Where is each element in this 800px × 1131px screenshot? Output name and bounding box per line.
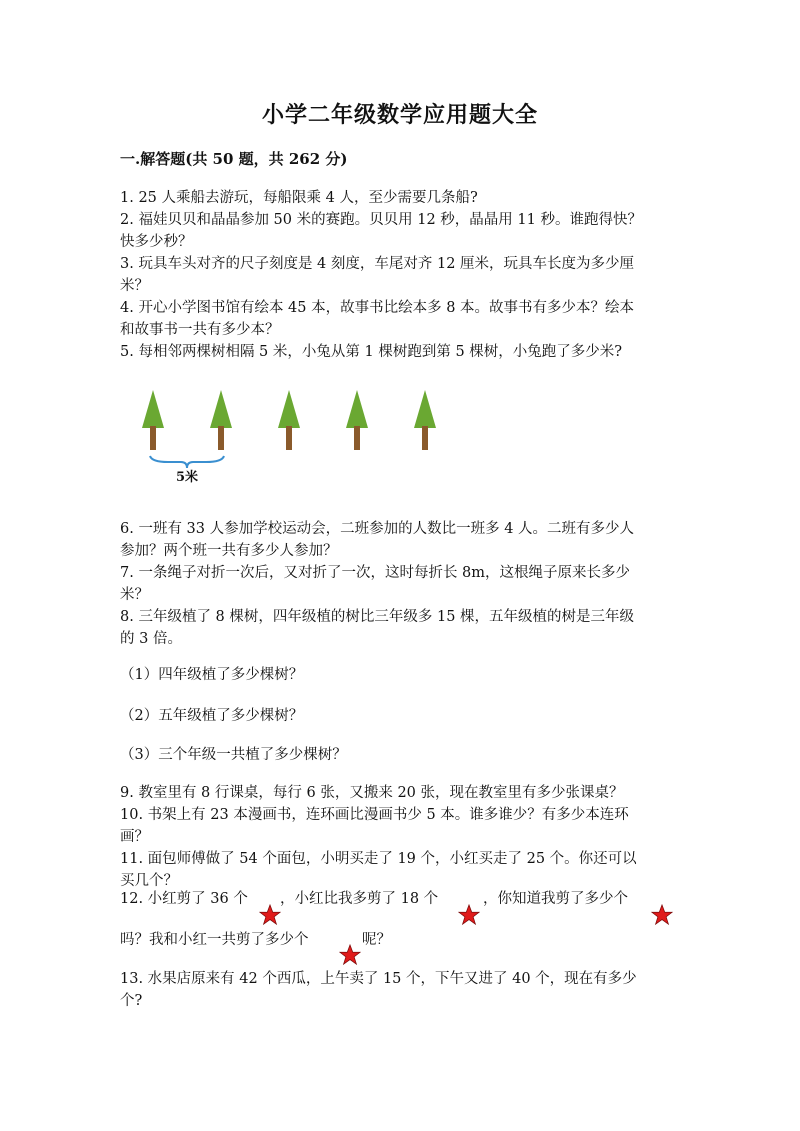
trees-illustration [138, 386, 458, 486]
question-line: 画？ [120, 829, 149, 845]
question-line: 的 3 倍。 [120, 631, 182, 647]
question-line: 3. 玩具车头对齐的尺子刻度是 4 刻度，车尾对齐 12 厘米，玩具车长度为多少厘 [120, 256, 635, 272]
question-line: 个? [120, 993, 143, 1009]
star-icon [651, 904, 673, 926]
section-heading: 一.解答题(共 50 题，共 262 分) [120, 150, 348, 168]
sub-question: （2）五年级植了多少棵树？ [120, 708, 304, 724]
question-line: 13. 水果店原来有 42 个西瓜，上午卖了 15 个，下午又进了 40 个，现在有多少 [120, 971, 637, 987]
question-line: 1. 25 人乘船去游玩，每船限乘 4 人，至少需要几条船? [120, 190, 478, 206]
q12-part: ，小红比我多剪了 18 个 [280, 891, 439, 907]
question-line: 和故事书一共有多少本？ [120, 322, 280, 338]
star-icon [339, 944, 361, 966]
q12-part: 吗？我和小红一共剪了多少个 [120, 932, 309, 948]
q12-part: 12. 小红剪了 36 个 [120, 891, 248, 907]
tree-icon [346, 390, 368, 450]
tree-icon [142, 390, 164, 450]
distance-label: 5米 [176, 470, 199, 485]
question-line: 6. 一班有 33 人参加学校运动会，二班参加的人数比一班多 4 人。二班有多少人 [120, 521, 635, 537]
question-line: 参加？两个班一共有多少人参加？ [120, 543, 338, 559]
question-line: 11. 面包师傅做了 54 个面包，小明买走了 19 个，小红买走了 25 个。你还可以 [120, 851, 637, 867]
question-line: 7. 一条绳子对折一次后，又对折了一次，这时每折长 8m，这根绳子原来长多少 [120, 565, 631, 581]
page-title: 小学二年级数学应用题大全 [261, 102, 538, 128]
star-icon [458, 904, 480, 926]
sub-question: （3）三个年级一共植了多少棵树？ [120, 747, 347, 763]
question-line: 快多少秒？ [120, 234, 193, 250]
question-line: 10. 书架上有 23 本漫画书，连环画比漫画书少 5 本。谁多谁少？有多少本连环 [120, 807, 629, 823]
tree-icon [210, 390, 232, 450]
question-line: 2. 福娃贝贝和晶晶参加 50 米的赛跑。贝贝用 12 秒，晶晶用 11 秒。谁跑得快？ [120, 212, 642, 228]
question-line: 4. 开心小学图书馆有绘本 45 本，故事书比绘本多 8 本。故事书有多少本？绘本 [120, 300, 635, 316]
q12-part: ，你知道我剪了多少个 [483, 891, 628, 907]
question-line: 米？ [120, 278, 149, 294]
tree-icon [414, 390, 436, 450]
question-line: 8. 三年级植了 8 棵树，四年级植的树比三年级多 15 棵，五年级植的树是三年级 [120, 609, 635, 625]
sub-question: （1）四年级植了多少棵树？ [120, 667, 304, 683]
star-icon [259, 904, 281, 926]
tree-icon [278, 390, 300, 450]
question-line: 米？ [120, 587, 149, 603]
q12-part: 呢？ [362, 932, 391, 948]
question-line: 买几个？ [120, 873, 178, 889]
question-line: 5. 每相邻两棵树相隔 5 米，小兔从第 1 棵树跑到第 5 棵树，小兔跑了多少米? [120, 344, 623, 360]
question-line: 9. 教室里有 8 行课桌，每行 6 张，又搬来 20 张，现在教室里有多少张课桌？ [120, 785, 624, 801]
